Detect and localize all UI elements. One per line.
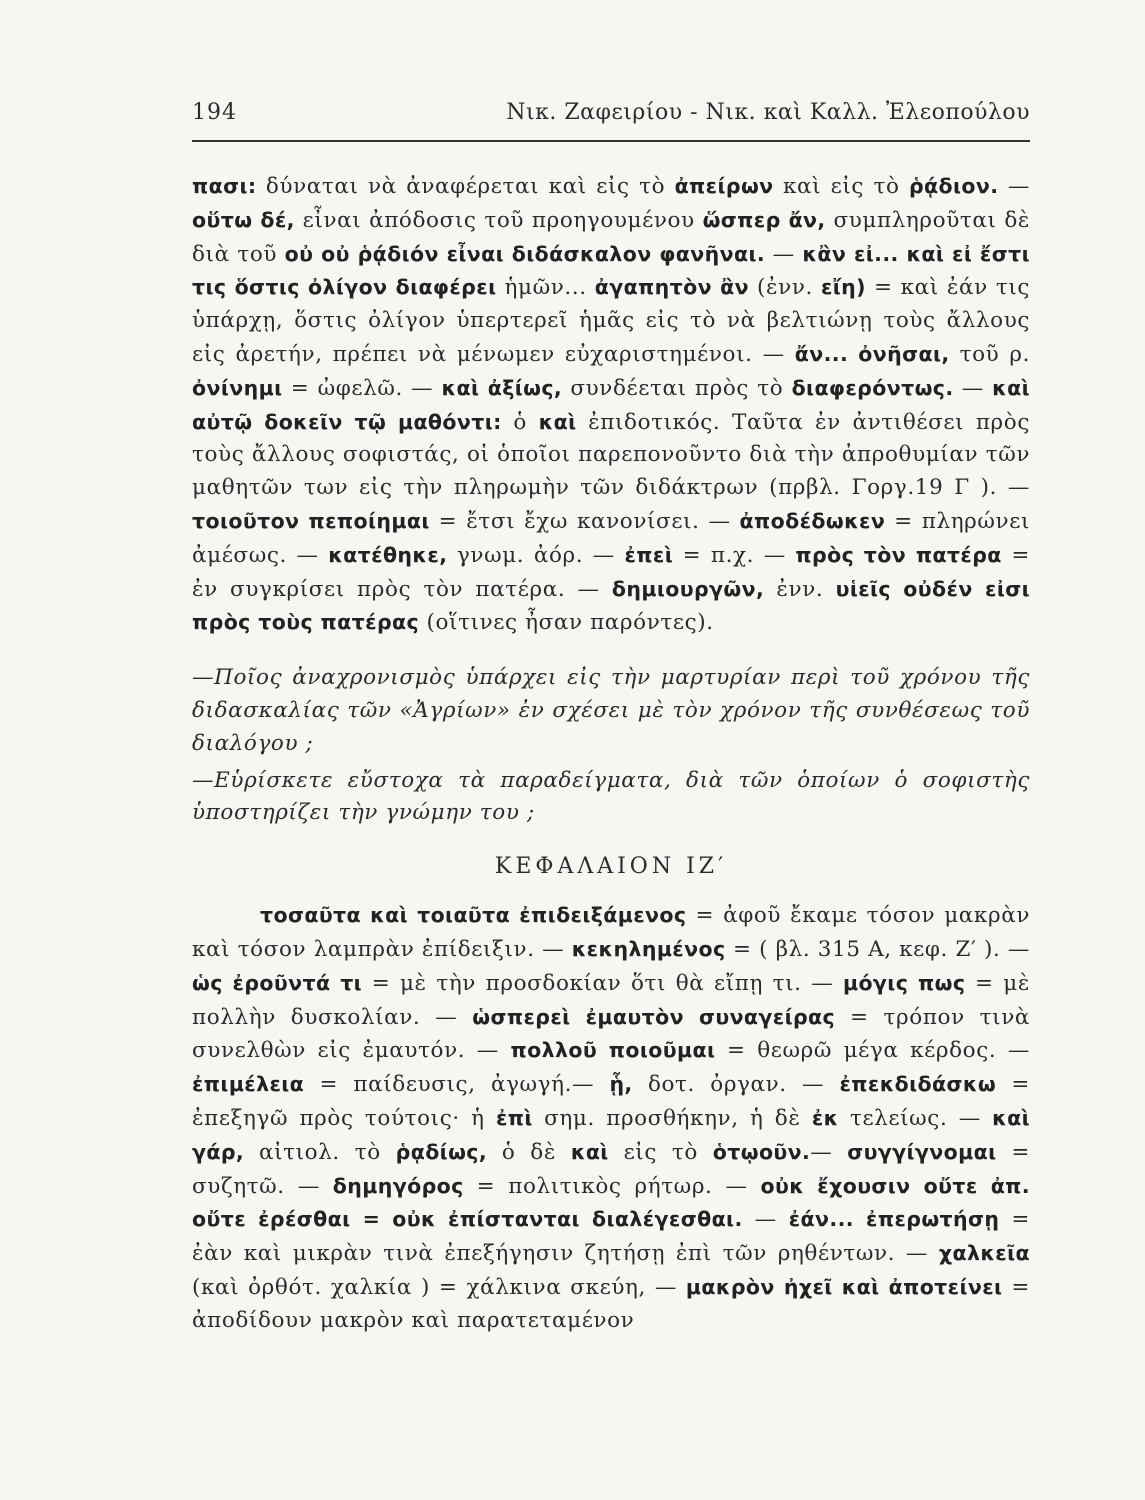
lemma-term: κἂν εἰ... καὶ εἰ ἔστι τις ὅστις ὀλίγον διαφέρει [192, 241, 1030, 300]
gloss-text: = μὲ τὴν προσδοκίαν ὅτι θὰ εἴπῃ τι. — [362, 970, 843, 996]
lemma-term: οὐ οὐ ῥᾴδιόν εἶναι διδάσκαλον φανῆναι. [284, 241, 766, 266]
lemma-term: οὐκ ἔχουσιν οὔτε ἀπ. οὔτε ἐρέσθαι = οὐκ ἐπίστανται διαλέγεσθαι. [192, 1173, 1030, 1232]
lemma-term: ἐπὶ [495, 1105, 533, 1130]
lemma-term: ὁτῳοῦν. [712, 1139, 811, 1164]
lemma-term: ὡσπερεὶ ἐμαυτὸν συναγείρας [472, 1004, 836, 1029]
lemma-term: ἄν... ὀνῆσαι, [794, 341, 950, 366]
lemma-term: ἐπεκδιδάσκω [839, 1072, 997, 1097]
gloss-text: συνδέεται πρὸς τὸ [562, 375, 792, 401]
lemma-term: δημιουργῶν, [611, 576, 765, 601]
gloss-text: = συζητῶ. — [192, 1139, 1030, 1199]
gloss-text: σημ. προσθήκην, ἡ δὲ [532, 1105, 812, 1131]
lemma-term: ὀνίνημι [192, 375, 283, 400]
lemma-term: οὕτω δέ, [192, 207, 295, 232]
lemma-term: καὶ ἀξίως, [441, 375, 563, 400]
commentary-paragraph-2 [192, 899, 1030, 1337]
gloss-text: = καὶ ἐάν τις ὑπάρχῃ, ὅστις ὀλίγον ὑπερτερεῖ ἡμᾶς εἰς τὸ νὰ βελτιώνῃ τοὺς ἄλλους εἰς ἀρετήν, πρέπει νὰ μένωμεν εὐχαριστημένοι. — [192, 275, 1030, 367]
lemma-term: εἴη) [820, 275, 866, 300]
lemma-term: ῥᾴδιον. [908, 174, 999, 198]
lemma-term: υἱεῖς οὐδέν εἰσι πρὸς τοὺς πατέρας [192, 576, 1030, 635]
gloss-text: = ὠφελῶ. — [282, 375, 442, 401]
gloss-text: — [953, 375, 993, 401]
lemma-term: πρὸς τὸν πατέρα [795, 542, 1002, 567]
gloss-text: (ἐνν. [748, 275, 821, 301]
gloss-text: ὁ [501, 409, 539, 435]
gloss-text: συμπληροῦται δὲ διὰ τοῦ [192, 207, 1031, 267]
gloss-text: = ἐπεξηγῶ πρὸς τούτοις· ἡ [192, 1072, 1030, 1131]
gloss-text: = παίδευσις, ἀγωγή.— [304, 1072, 610, 1098]
chapter-title: ΚΕΦΑΛΑΙΟΝ ΙΖ′ [494, 854, 728, 880]
gloss-text: — [998, 174, 1031, 199]
lemma-term: κατέθηκε, [328, 542, 448, 567]
lemma-term: ἀποδέδωκεν [739, 508, 886, 533]
gloss-text: (καὶ ὀρθότ. χαλκία ) = χάλκινα σκεύη, — [192, 1274, 686, 1300]
lemma-term: ὥσπερ ἄν, [702, 207, 826, 232]
gloss-text: εἰς τὸ [608, 1139, 713, 1165]
lemma-term: καὶ [570, 1139, 609, 1164]
question-2: —Εὑρίσκετε εὔστοχα τὰ παραδείγματα, διὰ τῶν ὁποίων ὁ σοφιστὴς ὑποστηρίζει τὴν γνώμην του ; [192, 767, 1030, 826]
running-head: Νικ. Ζαφειρίου - Νικ. καὶ Καλλ. Ἐλεοπούλου [506, 100, 1030, 125]
gloss-text: = θεωρῶ μέγα κέρδος. — [715, 1038, 1030, 1064]
gloss-text: δύναται νὰ ἀναφέρεται καὶ εἰς τὸ [256, 174, 675, 199]
gloss-text: = ἐὰν καὶ μικρὰν τινὰ ἐπεξήγησιν ζητήσῃ ἐπὶ τῶν ρηθέντων. — [192, 1207, 1031, 1267]
gloss-text: = ἔτσι ἔχω κανονίσει. — [429, 508, 740, 534]
lemma-term: ἐκ [811, 1105, 839, 1130]
page-body [192, 170, 1030, 1338]
lemma-term: ἀγαπητὸν ἂν [594, 275, 749, 300]
gloss-text: (οἵτινες ἦσαν παρόντες). [419, 610, 714, 636]
lemma-term: τοσαῦτα καὶ τοιαῦτα ἐπιδειξάμενος [260, 903, 687, 928]
gloss-text: — [810, 1139, 848, 1165]
gloss-text: δοτ. ὀργαν. — [632, 1072, 840, 1098]
gloss-text: — [765, 241, 803, 267]
gloss-text: ἐπιδοτικός. Ταῦτα ἐν ἀντιθέσει πρὸς τοὺς ἄλλους σοφιστάς, οἱ ὁποῖοι παρεπονοῦντο διὰ τὴν ἀπροθυμίαν τῶν μαθητῶν των εἰς τὴν πληρωμὴν τῶν διδάκτρων (πρβλ. Γοργ.19 Γ ). — [192, 409, 1030, 501]
lemma-term: ἐπιμέλεια [192, 1072, 305, 1097]
lemma-term: μόγις πως [842, 970, 966, 995]
gloss-text: τελείως. — [838, 1105, 993, 1131]
lemma-term: ἐάν... ἐπερωτήσῃ [788, 1207, 1000, 1232]
gloss-text: = μὲ πολλὴν δυσκολίαν. — [192, 970, 1030, 1030]
lemma-term: καὶ γάρ, [192, 1105, 1030, 1164]
gloss-text: καὶ εἰς τὸ [773, 174, 909, 199]
lemma-term: ἐπεὶ [624, 542, 674, 567]
gloss-text: = π.χ. — [673, 542, 796, 568]
gloss-text: αἰτιολ. τὸ [244, 1139, 396, 1165]
gloss-text: = πληρώνει ἀμέσως. — [192, 508, 1030, 568]
gloss-text: εἶναι ἀπόδοσις τοῦ προηγουμένου [294, 207, 703, 233]
lemma-term: δημηγόρος [332, 1173, 464, 1198]
gloss-text: τοῦ ρ. [949, 341, 1031, 367]
page-number: 194 [192, 100, 237, 125]
lemma-term: ᾗ, [609, 1072, 633, 1097]
lemma-term: κεκηλημένος [571, 936, 726, 961]
lemma-term: καὶ αὐτῷ δοκεῖν τῷ μαθόντι: [192, 375, 1031, 434]
lemma-term: μακρὸν ἠχεῖ καὶ ἀποτείνει [685, 1274, 1003, 1299]
lemma-term: πασι: [192, 174, 257, 198]
gloss-text: = ἀφοῦ ἔκαμε τόσον μακρὰν καὶ τόσον λαμπρὰν ἐπίδειξιν. — [192, 903, 1030, 962]
lemma-term: διαφερόντως. [791, 375, 954, 400]
page-header [192, 100, 1030, 140]
commentary-paragraph-1 [192, 170, 1030, 640]
question-1: —Ποῖος ἀναχρονισμὸς ὑπάρχει εἰς τὴν μαρτυρίαν περὶ τοῦ χρόνου τῆς διδασκαλίας τῶν «Ἀγρίων» ἐν σχέσει μὲ τὸν χρόνον τῆς συνθέσεως τοῦ διαλόγου ; [192, 665, 1030, 756]
lemma-term: καὶ [538, 409, 577, 434]
header-rule [192, 140, 1030, 142]
gloss-text: — [742, 1207, 789, 1233]
lemma-term: συγγίγνομαι [847, 1139, 997, 1164]
gloss-text: = πολιτικὸς ρήτωρ. — [463, 1173, 761, 1199]
gloss-text: = ἐν συγκρίσει πρὸς τὸν πατέρα. — [192, 542, 1030, 602]
gloss-text: ἐνν. [764, 576, 836, 602]
gloss-text: γνωμ. ἀόρ. — [447, 542, 625, 568]
lemma-term: χαλκεῖα [938, 1241, 1030, 1266]
gloss-text: ἡμῶν... [496, 275, 595, 301]
lemma-term: ῥᾳδίως, [395, 1139, 488, 1164]
lemma-term: ὡς ἐροῦντά τι [192, 970, 363, 995]
lemma-term: ἀπείρων [674, 174, 774, 198]
gloss-text: = ( βλ. 315 Α, κεφ. Ζ′ ). — [725, 936, 1030, 962]
lemma-term: πολλοῦ ποιοῦμαι [510, 1038, 716, 1063]
gloss-text: = ἀποδίδουν μακρὸν καὶ παρατεταμένον [192, 1274, 1030, 1333]
gloss-text: = τρόπον τινὰ συνελθὼν εἰς ἐμαυτόν. — [192, 1004, 1030, 1064]
gloss-text: ὁ δὲ [487, 1139, 571, 1165]
lemma-term: τοιοῦτον πεποίημαι [192, 508, 430, 533]
